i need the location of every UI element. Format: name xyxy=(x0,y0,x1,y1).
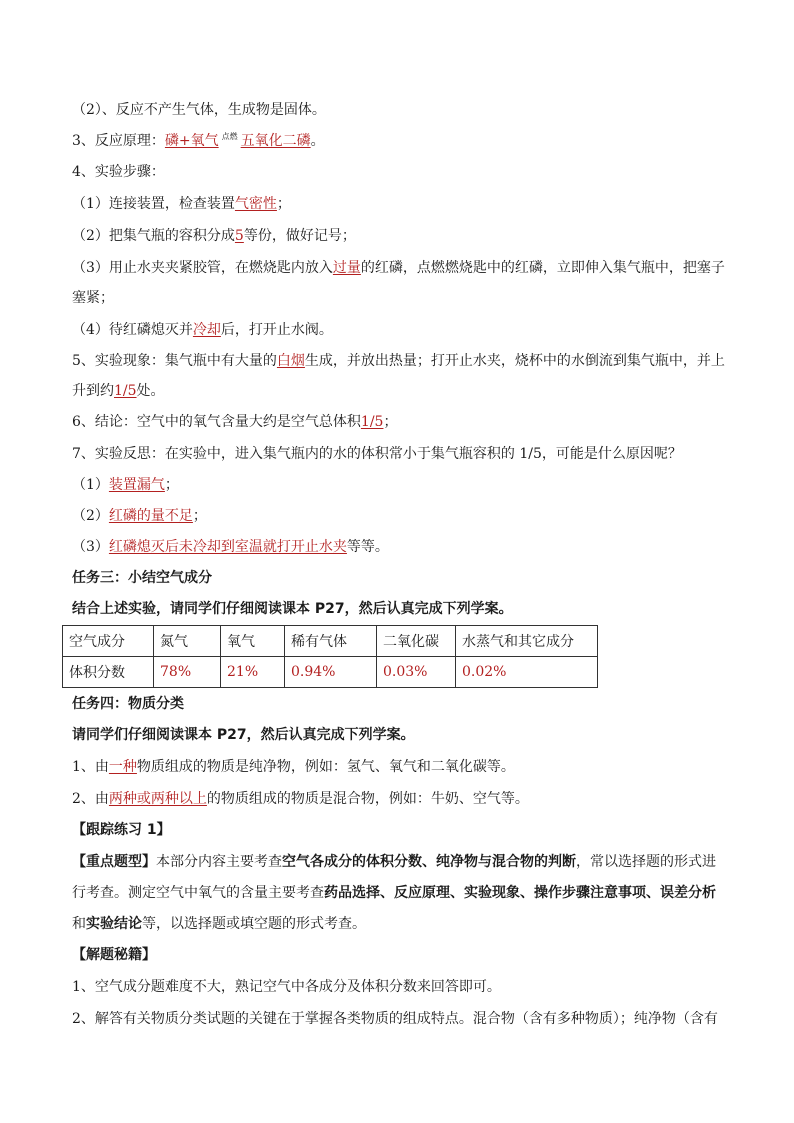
key-question-type-cont-1: 行考查。测定空气中氧气的含量主要考查药品选择、反应原理、实验现象、操作步骤注意事项、误差分析 xyxy=(72,885,716,901)
table-header-cell: 二氧化碳 xyxy=(377,626,456,657)
table-row xyxy=(63,657,598,688)
air-composition-table xyxy=(62,625,598,688)
table-header-cell: 水蒸气和其它成分 xyxy=(456,626,598,657)
table-cell: 0.03% xyxy=(377,657,456,688)
equation-product: 五氧化二磷 xyxy=(240,133,311,149)
mixture-definition: 2、由两种或两种以上的物质组成的物质是混合物，例如：牛奶、空气等。 xyxy=(72,791,529,807)
reaction-note: （2）、反应不产生气体，生成物是固体。 xyxy=(72,102,326,118)
table-cell: 21% xyxy=(221,657,285,688)
steps-heading: 4、实验步骤： xyxy=(72,164,165,180)
phenomenon: 5、实验现象：集气瓶中有大量的白烟生成，并放出热量；打开止水夹，烧杯中的水倒流到集气瓶中，并上 xyxy=(72,353,725,369)
step-2: （2）把集气瓶的容积分成5等份，做好记号； xyxy=(72,228,356,244)
key-question-type: 【重点题型】本部分内容主要考查空气各成分的体积分数、纯净物与混合物的判断，常以选择题的形式进 xyxy=(72,854,716,870)
reason-3: （3）红磷熄灭后未冷却到室温就打开止水夹等等。 xyxy=(72,539,389,555)
equation-reactants: 磷+氧气 xyxy=(164,133,219,149)
table-cell: 78% xyxy=(154,657,221,688)
task-3-instruction: 结合上述实验，请同学们仔细阅读课本 P27，然后认真完成下列学案。 xyxy=(72,601,513,617)
table-cell: 0.94% xyxy=(285,657,377,688)
conclusion: 6、结论：空气中的氧气含量大约是空气总体积1/5； xyxy=(72,414,398,430)
table-header-row xyxy=(63,626,598,657)
step-3: （3）用止水夹夹紧胶管，在燃烧匙内放入过量的红磷，点燃燃烧匙中的红磷，立即伸入集气瓶中，把塞子 xyxy=(72,260,725,276)
step-4: （4）待红磷熄灭并冷却后，打开止水阀。 xyxy=(72,322,333,338)
reaction-condition: 点燃 xyxy=(221,132,238,141)
key-question-type-cont-2: 和实验结论等，以选择题或填空题的形式考查。 xyxy=(72,916,366,932)
table-header-cell: 氧气 xyxy=(221,626,285,657)
tip-1: 1、空气成分题难度不大，熟记空气中各成分及体积分数来回答即可。 xyxy=(72,979,501,995)
reflection: 7、实验反思：在实验中，进入集气瓶内的水的体积常小于集气瓶容积的 1/5，可能是什么原因呢？ xyxy=(72,446,682,462)
reason-2: （2）红磷的量不足； xyxy=(72,508,207,524)
task-4-heading: 任务四：物质分类 xyxy=(72,696,184,712)
step-1: （1）连接装置，检查装置气密性； xyxy=(72,196,291,212)
phenomenon-cont: 升到约1/5处。 xyxy=(72,383,165,399)
table-header-cell: 空气成分 xyxy=(63,626,154,657)
table-row-label: 体积分数 xyxy=(63,657,154,688)
table-header-cell: 稀有气体 xyxy=(285,626,377,657)
practice-heading: 【跟踪练习 1】 xyxy=(72,822,171,838)
task-3-heading: 任务三：小结空气成分 xyxy=(72,570,212,586)
pure-substance-definition: 1、由一种物质组成的物质是纯净物，例如：氢气、氧气和二氧化碳等。 xyxy=(72,759,515,775)
reaction-principle: 3、反应原理：磷+氧气 $^{点燃}$ 五氧化二磷。 xyxy=(72,132,325,149)
task-4-instruction: 请同学们仔细阅读课本 P27，然后认真完成下列学案。 xyxy=(72,727,415,743)
tip-2: 2、解答有关物质分类试题的关键在于掌握各类物质的组成特点。混合物（含有多种物质）；纯净物（含有 xyxy=(72,1011,718,1027)
table-cell: 0.02% xyxy=(456,657,598,688)
solving-tips-heading: 【解题秘籍】 xyxy=(72,947,156,963)
step-3-cont: 塞紧； xyxy=(72,290,114,306)
reason-1: （1）装置漏气； xyxy=(72,477,179,493)
table-header-cell: 氮气 xyxy=(154,626,221,657)
